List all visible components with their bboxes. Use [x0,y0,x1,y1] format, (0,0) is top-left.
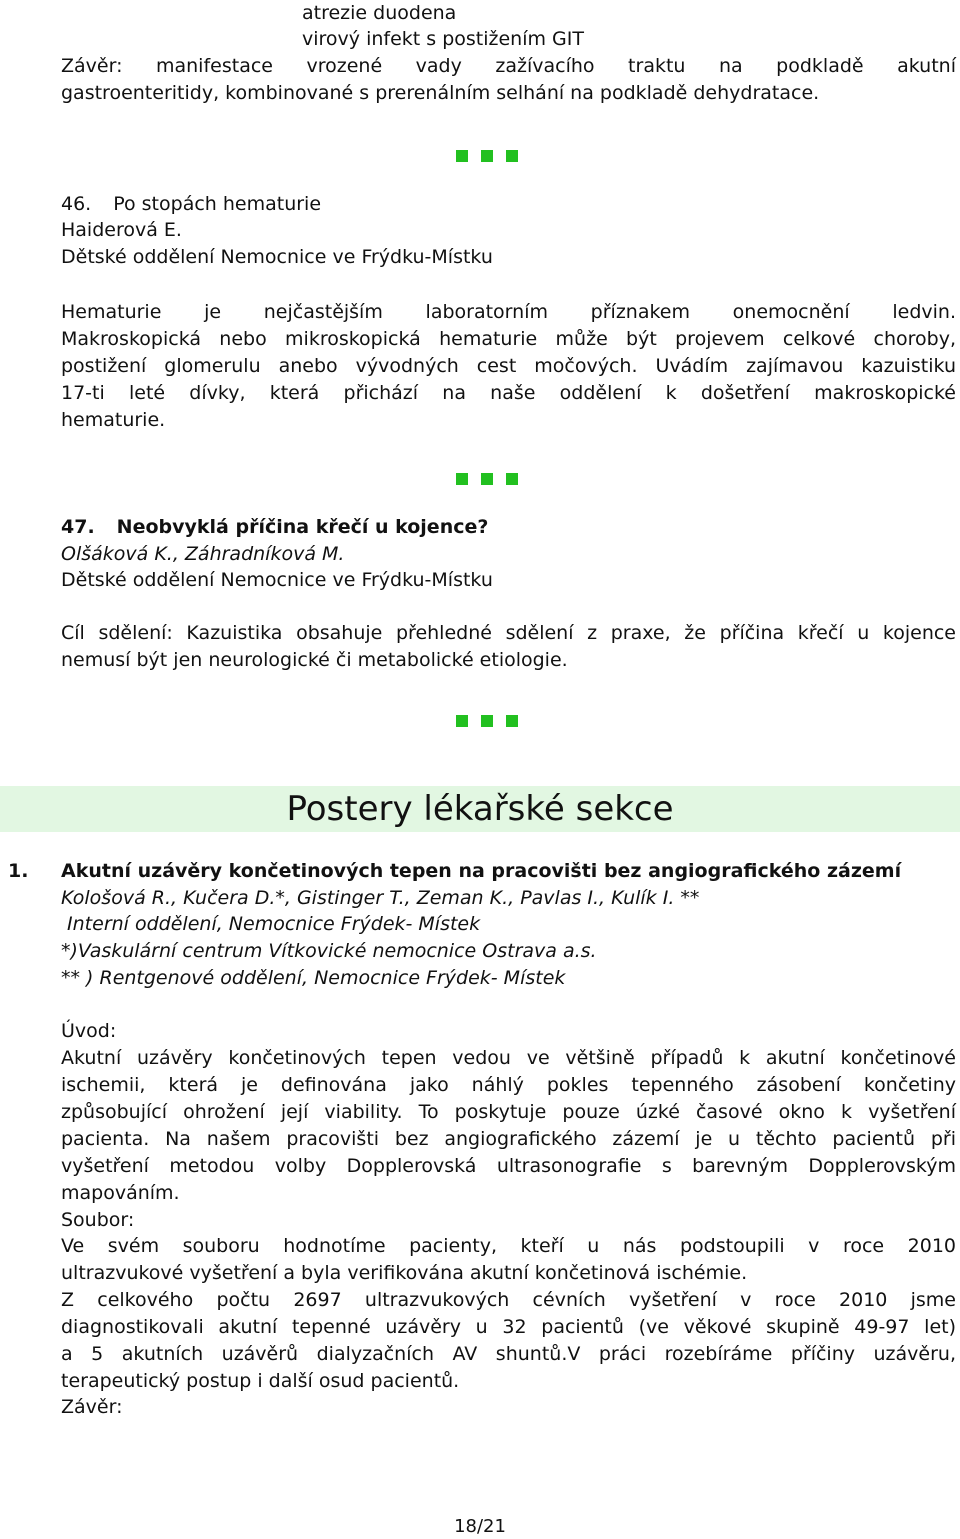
abstract-authors: Olšáková K., Záhradníková M. [61,543,345,565]
abstract-title: Po stopách hematurie [113,193,322,215]
section-title: Postery lékařské sekce [286,789,674,829]
list-item: atrezie duodena [302,2,457,24]
page-number: 18/21 [454,1516,506,1537]
intro-line: Akutní uzávěry končetinových tepen vedou ve většině případů k akutní končetinové [61,1047,956,1069]
intro-line: mapováním. [61,1182,180,1204]
poster-authors: Kološová R., Kučera D.*, Gistinger T., Zeman K., Pavlas I., Kulík I. ** [61,887,700,909]
conclusion-text: Závěr: manifestace vrozené vady zažívacího traktu na podkladě akutní [61,55,956,77]
set-line: diagnostikovali akutní tepenné uzávěry u 32 pacientů (ve věkové skupině 49-97 let) [61,1316,956,1338]
abstract-47-heading [61,514,488,541]
conclusion-text: gastroenteritidy, kombinované s prerenálním selhání na podkladě dehydratace. [61,82,820,104]
intro-line: vyšetření metodou volby Dopplerovská ultrasonografie s barevným Dopplerovským [61,1155,956,1177]
abstract-body-line: hematurie. [61,409,166,431]
poster-affiliation: Interní oddělení, Nemocnice Frýdek- Místek [61,913,481,935]
abstract-department: Dětské oddělení Nemocnice ve Frýdku-Místku [61,569,493,591]
intro-line: ischemii, která je definována jako náhlý pokles tepenného zásobení končetiny [61,1074,956,1096]
abstract-body-line: 17-ti leté dívky, která přichází na naše oddělení k došetření makroskopické [61,382,956,404]
abstract-title: Neobvyklá příčina křečí u kojence? [116,516,489,538]
abstract-46-heading [61,191,321,218]
abstract-body-line: Makroskopická nebo mikroskopická hematurie může být projevem celkové choroby, [61,328,956,350]
set-line: Z celkového počtu 2697 ultrazvukových cévních vyšetření v roce 2010 jsme [61,1289,956,1311]
abstract-body-line: Cíl sdělení: Kazuistika obsahuje přehledné sdělení z praxe, že příčina křečí u kojence [61,622,956,644]
set-heading: Soubor: [61,1209,135,1231]
conclusion-heading: Závěr: [61,1396,123,1418]
set-line: Ve svém souboru hodnotíme pacienty, kteří u nás podstoupili v roce 2010 [61,1235,956,1257]
poster-number: 1. [8,860,29,882]
poster-affiliation: *)Vaskulární centrum Vítkovické nemocnice Ostrava a.s. [61,940,597,962]
set-line: ultrazvukové vyšetření a byla verifikována akutní končetinová ischémie. [61,1262,748,1284]
poster-affiliation: ** ) Rentgenové oddělení, Nemocnice Frýdek- Místek [61,967,566,989]
poster-1-heading [8,858,902,885]
abstract-authors: Haiderová E. [61,219,182,241]
abstract-number: 47. [61,516,95,538]
set-line: a 5 akutních uzávěrů dialyzačních AV shuntů.V práci rozebíráme příčiny uzávěru, [61,1343,956,1365]
intro-line: pacienta. Na našem pracovišti bez angiografického zázemí je u těchto pacientů při [61,1128,956,1150]
abstract-body-line: nemusí být jen neurologické či metabolické etiologie. [61,649,568,671]
abstract-department: Dětské oddělení Nemocnice ve Frýdku-Místku [61,246,493,268]
abstract-number: 46. [61,193,92,215]
list-item: virový infekt s postižením GIT [302,28,584,50]
poster-title: Akutní uzávěry končetinových tepen na pracovišti bez angiografického zázemí [61,860,902,882]
intro-line: způsobující ohrožení její viability. To poskytuje pouze úzké časové okno k vyšetření [61,1101,956,1123]
set-line: terapeutický postup i další osud pacientů. [61,1370,460,1392]
intro-heading: Úvod: [61,1020,117,1042]
abstract-body-line: Hematurie je nejčastějším laboratorním příznakem onemocnění ledvin. [61,301,956,323]
abstract-body-line: postižení glomerulu anebo vývodných cest močových. Uvádím zajímavou kazuistiku [61,355,956,377]
